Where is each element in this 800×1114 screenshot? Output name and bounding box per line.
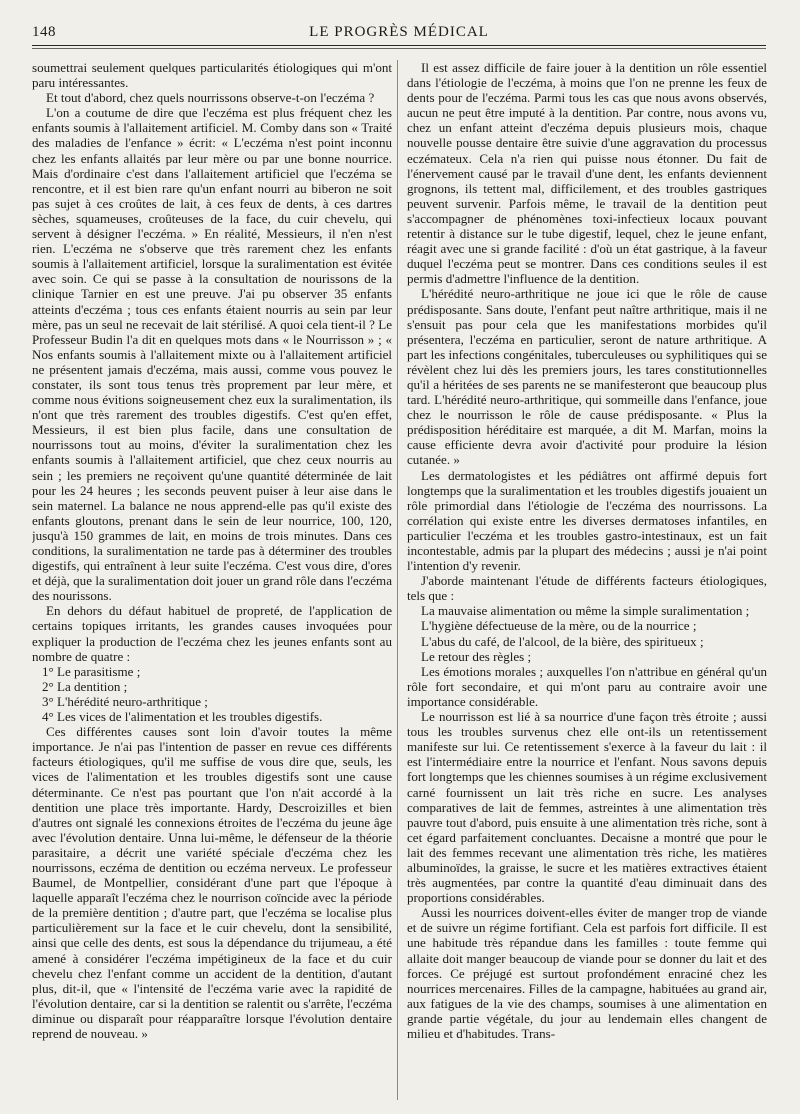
right-column [407,60,767,1104]
paragraph: Le nourrisson est lié à sa nourrice d'une façon très étroite ; aussi tous les troubles survenus chez elle ont-ils un retentissement manifeste sur lui. Ce retentissement s'exerce à la faveur du lait : il est l'intermédiaire entre la nourrice et l'enfant. Nous savons depuis fort longtemps que les chiennes soumises à un régime exclusivement carné fournissent un lait très riche en sucre. Les analyses comparatives de lait de femmes, astreintes à une alimentation très pauvre tout d'abord, puis ensuite à une alimentation très riche, sont à cet égard parfaitement concluantes. Decaisne a montré que pour le lait des femmes recevant une alimentation très riche, les matières albuminoïdes, la graisse, le sucre et les matières extractives étaient très augmentées, par contre la quantité d'eau diminuait dans des proportions considérables. [407,709,767,906]
paragraph: L'hérédité neuro-arthritique ne joue ici que le rôle de cause prédisposante. Sans doute, l'enfant peut naître arthritique, mais il ne s'ensuit pas pour cela que les manifestations morbides qu'il présentera, l'eczéma en particulier, seront de nature arthritique. A part les infections congénitales, tuberculeuses ou syphilitiques qui se révèlent chez lui dès les premiers jours, les tares constitutionnelles qu'il a héritées de ses parents ne se manifesteront que beaucoup plus tard. L'hérédité neuro-arthritique, qui sommeille dans l'enfance, joue chez le nourrisson le rôle de cause prédisposante. « Plus la prédisposition héréditaire est marquée, a dit M. Marfan, moins la cause efficiente devra avoir d'activité pour produire la lésion cutanée. » [407,286,767,468]
paragraph: L'on a coutume de dire que l'eczéma est plus fréquent chez les enfants soumis à l'allaitement artificiel. M. Comby dans son « Traité des maladies de l'enfance » écrit: « L'eczéma n'est point inconnu chez les enfants allaités par leur mère ou par une bonne nourrice. Mais d'ordinaire c'est dans l'allaitement artificiel que l'eczéma se rencontre, et il est bien rare qu'un enfant nourri au biberon ne soit pas sujet à ces croûtes de lait, à ces feux de dents, à ces dartres sèches, squameuses, croûteuses de la face, du cuir chevelu, qui servent à désigner l'eczéma. » En réalité, Messieurs, il n'en n'est rien. L'eczéma ne s'observe que très rarement chez les enfants soumis à l'allaitement artificiel, lorsque la suralimentation est évitée avec soin. Ce qui se passe à la consultation de nourissons de la clinique Tarnier en est une preuve. J'ai pu observer 35 enfants atteints d'eczéma ; tous ces enfants étaient nourris au sein par leur mère, pas un seul ne recevait de lait stérilisé. A quoi cela tient-il ? Le Professeur Budin l'a dit en quelques mots dans « le Nourrisson » ; « Nos enfants soumis à l'allaitement mixte ou à l'allaitement artificiel ne présentent jamais d'eczéma, mais aussi, comme vous pouvez le constater, ils sont tous tenus très proprement par leur mère, et comme nous évitions soigneusement chez eux la suralimentation, ils n'ont que très rarement des troubles digestifs. C'est qu'en effet, Messieurs, il est bien plus facile, dans une consultation de nourrissons tout au moins, d'éviter la suralimentation chez les enfants soumis à l'allaitement artificiel, que chez ceux nourris au sein ; les premiers ne reçoivent qu'une quantité déterminée de lait pour les 24 heures ; les seconds peuvent puiser à leur aise dans le sein maternel. La balance ne nous apprend-elle pas qu'il existe des enfants gloutons, prenant dans le sein de leur nourrice, 100, 120, jusqu'à 150 grammes de lait, en moins de trois minutes. Dans ces conditions, la suralimentation ne tarde pas à déterminer des troubles digestifs, qui entraînent à leur suite l'eczéma. C'est vous dire, d'ores et déjà, que la suralimentation doit jouer un grand rôle dans l'eczéma des nourissons. [32,105,392,604]
paragraph: Les émotions morales ; auxquelles l'on n'attribue en général qu'un rôle fort secondaire, et qui m'ont paru au contraire avoir une importance considérable. [407,663,767,709]
column-divider [397,60,398,1100]
page-header [32,24,766,46]
paragraph: En dehors du défaut habituel de propreté, de l'application de certains topiques irritants, les grandes causes invoquées pour expliquer la production de l'eczéma chez les jeunes enfants sont au nombre de quatre : [32,603,392,664]
paragraph: Et tout d'abord, chez quels nourrissons observe-t-on l'eczéma ? [46,90,375,106]
paragraph: 1° Le parasitisme ; [42,663,141,679]
paragraph: soumettrai seulement quelques particularités étiologiques qui m'ont paru intéressantes. [32,60,392,91]
paragraph: 2° La dentition ; [42,678,128,694]
paragraph: J'aborde maintenant l'étude de différents facteurs étiologiques, tels que : [407,573,767,604]
paragraph: L'hygiène défectueuse de la mère, ou de la nourrice ; [421,618,697,634]
paragraph: 4° Les vices de l'alimentation et les troubles digestifs. [42,709,323,725]
journal-title: LE PROGRÈS MÉDICAL [309,24,489,40]
paragraph: 3° L'hérédité neuro-arthritique ; [42,693,208,709]
paragraph: Il est assez difficile de faire jouer à la dentition un rôle essentiel dans l'étiologie de l'eczéma, à moins que l'on ne prenne les feux de dents pour de l'eczéma. Parmi tous les cas que nous avons observés, aucun ne peut être imputé à la dentition. Par contre, nous avons vu, chez un enfant atteint d'eczéma depuis plusieurs mois, chaque nouvelle pousse dentaire être suivie d'une aggravation du processus eczémateux. Cela n'a rien qui puisse nous étonner. Du fait de l'énervement causé par le travail d'une dent, les enfants deviennent grognons, ils tettent mal, difficilement, et des troubles gastriques peuvent survenir. Parfois même, le travail de la dentition peut s'accompagner de phénomènes toxi-infectieux locaux pouvant retentir à distance sur le tube digestif, lequel, chez le jeune enfant, réagit avec une si grande facilité : d'où un état gastrique, à la faveur duquel l'eczéma peut se montrer. Dans ces conditions seules il est permis d'admettre l'influence de la dentition. [407,60,767,287]
left-column [32,60,392,1104]
page-number: 148 [32,24,56,40]
paragraph: La mauvaise alimentation ou même la simple suralimentation ; [421,603,750,619]
header-rule-thin [32,48,766,49]
header-rule [32,45,766,46]
paragraph: Aussi les nourrices doivent-elles éviter de manger trop de viande et de suivre un régime fortifiant. Cela est parfois fort difficile. Il est une habitude très répandue dans les familles : toute femme qui allaite doit manger beaucoup de viande pour se donner du lait et des forces. Ce préjugé est surtout profondément enraciné chez les nourrices mercenaires. Filles de la campagne, habituées au grand air, aux fatigues de la vie des champs, soumises à une alimentation en grande partie végétale, du jour au lendemain elles changent de milieu et d'habitudes. Trans- [407,905,767,1041]
paragraph: Ces différentes causes sont loin d'avoir toutes la même importance. Je n'ai pas l'intention de passer en revue ces différents facteurs étiologiques, qu'il me suffise de vous dire que, seuls, les vices de l'alimentation et les troubles digestifs sont une cause déterminante. Ce n'est pas pourtant que l'on n'ait accordé à la dentition une place très importante. Hardy, Descroizilles et bien d'autres ont signalé les connexions étroites de l'eczéma du jeune âge avec l'évolution dentaire. Unna lui-même, le défenseur de la théorie parasitaire, a décrit une variété spéciale d'eczéma chez les nourrissons, eczéma de dentition ou eczéma nerveux. Le professeur Baumel, de Montpellier, considérant d'une part que l'époque à laquelle apparaît l'eczéma chez le nourrison coïncide avec la période de la première dentition ; d'autre part, que l'eczéma se localise plus particulièrement sur la face et le cuir chevelu, dont la sensibilité, ainsi que celle des dents, est sous la dépendance du trijumeau, a été amené à considérer l'eczéma impétigineux de la face et du cuir chevelu chez l'enfant comme un accident de la dentition, d'autant plus, dit-il, que « l'intensité de l'eczéma varie avec la rapidité de l'évolution dentaire, car si la dentition se ralentit ou s'arrête, l'eczéma diminue ou disparaît pour réapparaître lorsque l'évolution dentaire reprend de nouveau. » [32,724,392,1041]
paragraph: Le retour des règles ; [421,648,532,664]
paragraph: Les dermatologistes et les pédiâtres ont affirmé depuis fort longtemps que la suralimentation et les troubles digestifs jouaient un rôle primordial dans l'étiologie de l'eczéma des nourrissons. La corrélation qui existe entre les diverses dermatoses infantiles, en particulier l'eczéma et les troubles gastro-intestinaux, est un fait incontestable, admis par la plupart des médecins ; aussi je n'ai point l'intention d'y revenir. [407,467,767,574]
paragraph: L'abus du café, de l'alcool, de la bière, des spiritueux ; [421,633,704,649]
